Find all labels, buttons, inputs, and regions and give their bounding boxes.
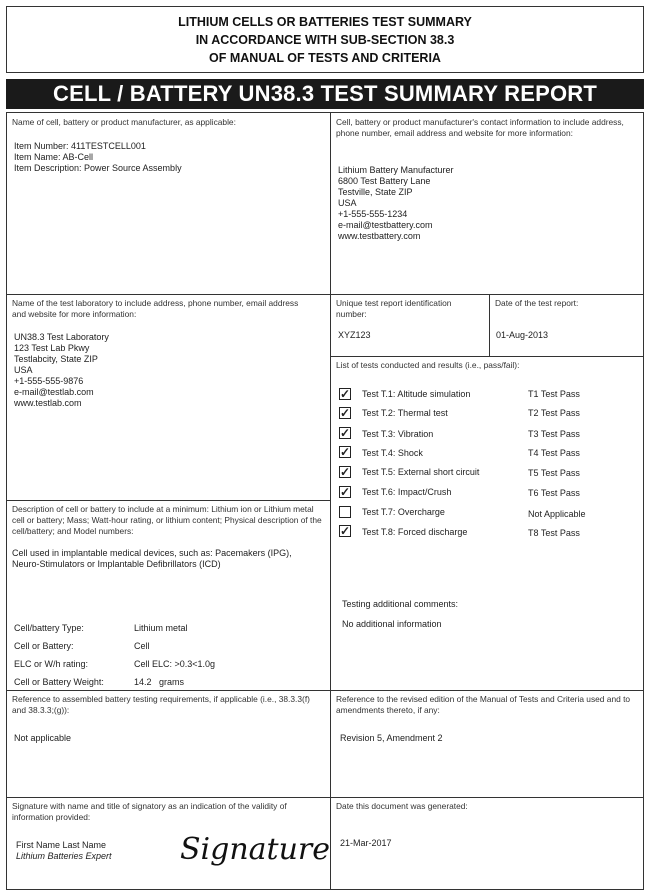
weight-label: Cell or Battery Weight: bbox=[14, 677, 104, 687]
cell-or-battery-label: Cell or Battery: bbox=[14, 641, 74, 651]
signature-label: Signature with name and title of signatory as an indication of the validity of information provided: bbox=[12, 801, 287, 822]
test-name: Test T.5: External short circuit bbox=[362, 467, 480, 477]
test-result: T5 Test Pass bbox=[528, 468, 580, 478]
test-checkbox[interactable]: ✓ bbox=[340, 524, 351, 538]
test-result: T4 Test Pass bbox=[528, 448, 580, 458]
tests-label: List of tests conducted and results (i.e., pass/fail): bbox=[336, 360, 520, 370]
cell-type-value: Lithium metal bbox=[134, 623, 188, 633]
test-lab-value: UN38.3 Test Laboratory 123 Test Lab Pkwy Testlabcity, State ZIP USA +1-555-555-9876 e-mail@testlab.com www.testlab.com bbox=[14, 332, 109, 408]
report-id-label: Unique test report identification number: bbox=[336, 298, 452, 319]
test-result: Not Applicable bbox=[528, 509, 586, 519]
report-date-value: 01-Aug-2013 bbox=[496, 330, 549, 340]
test-result: T8 Test Pass bbox=[528, 528, 580, 538]
row-divider-right-2 bbox=[330, 356, 644, 357]
test-checkbox[interactable]: ✓ bbox=[340, 485, 351, 499]
weight-value: 14.2 grams bbox=[134, 677, 185, 687]
assembled-ref-value: Not applicable bbox=[14, 733, 72, 743]
test-checkbox[interactable]: ✓ bbox=[340, 445, 351, 459]
test-checkbox[interactable]: ✓ bbox=[340, 406, 351, 420]
test-checkbox[interactable]: ✓ bbox=[340, 426, 351, 440]
report-title-banner: CELL / BATTERY UN38.3 TEST SUMMARY REPORT bbox=[6, 79, 644, 109]
test-name: Test T.4: Shock bbox=[362, 448, 423, 458]
handwritten-signature: Signature bbox=[180, 832, 331, 867]
description-value: Cell used in implantable medical devices, such as: Pacemakers (IPG), Neuro-Stimulators or Implantable Defibrillators (ICD) bbox=[12, 548, 292, 569]
generated-value: 21-Mar-2017 bbox=[340, 838, 392, 848]
elc-label: ELC or W/h rating: bbox=[14, 659, 89, 669]
comments-value: No additional information bbox=[342, 619, 442, 629]
manufacturer-value: Item Number: 411TESTCELL001 Item Name: AB-Cell Item Description: Power Source Assembly bbox=[14, 141, 182, 173]
row-divider-1 bbox=[6, 294, 644, 295]
description-label: Description of cell or battery to include at a minimum: Lithium ion or Lithium metal cell or battery; Mass; Watt-hour rating, or lithium content; Physical description of the cell/battery; and Model numbers: bbox=[12, 504, 322, 536]
report-date-label: Date of the test report: bbox=[495, 298, 579, 308]
test-checkbox[interactable]: ✓ bbox=[340, 465, 351, 479]
test-checkbox[interactable] bbox=[339, 506, 351, 518]
generated-label: Date this document was generated: bbox=[336, 801, 468, 811]
signatory-title: Lithium Batteries Expert bbox=[16, 851, 112, 861]
signatory-name: First Name Last Name bbox=[16, 840, 107, 850]
test-name: Test T.7: Overcharge bbox=[362, 507, 445, 517]
comments-label: Testing additional comments: bbox=[342, 599, 459, 609]
assembled-ref-label: Reference to assembled battery testing requirements, if applicable (i.e., 38.3.3(f) and 38.3.3;(g)): bbox=[12, 694, 310, 715]
contact-value: Lithium Battery Manufacturer 6800 Test Battery Lane Testville, State ZIP USA +1-555-555-1234 e-mail@testbattery.com www.testbattery.com bbox=[338, 165, 454, 241]
test-name: Test T.8: Forced discharge bbox=[362, 527, 468, 537]
form-grid bbox=[6, 112, 644, 890]
manufacturer-label: Name of cell, battery or product manufacturer, as applicable: bbox=[12, 117, 236, 127]
test-result: T3 Test Pass bbox=[528, 429, 580, 439]
row-divider-3 bbox=[6, 690, 644, 691]
manual-ref-value: Revision 5, Amendment 2 bbox=[340, 733, 443, 743]
cell-type-label: Cell/battery Type: bbox=[14, 623, 84, 633]
header-line-2: IN ACCORDANCE WITH SUB-SECTION 38.3 bbox=[195, 33, 455, 47]
test-name: Test T.6: Impact/Crush bbox=[362, 487, 452, 497]
contact-label: Cell, battery or product manufacturer's contact information to include address, phone number, email address and website for more information: bbox=[336, 117, 624, 138]
test-name: Test T.3: Vibration bbox=[362, 429, 434, 439]
report-id-value: XYZ123 bbox=[338, 330, 371, 340]
test-name: Test T.2: Thermal test bbox=[362, 408, 448, 418]
test-result: T2 Test Pass bbox=[528, 408, 580, 418]
test-result: T1 Test Pass bbox=[528, 389, 580, 399]
test-lab-label: Name of the test laboratory to include address, phone number, email address and website for more information: bbox=[12, 298, 299, 319]
test-name: Test T.1: Altitude simulation bbox=[362, 389, 471, 399]
test-result: T6 Test Pass bbox=[528, 488, 580, 498]
header-line-1: LITHIUM CELLS OR BATTERIES TEST SUMMARY bbox=[178, 15, 472, 29]
document-header bbox=[6, 6, 644, 73]
cell-or-battery-value: Cell bbox=[134, 641, 150, 651]
row-divider-left-2 bbox=[6, 500, 330, 501]
date-divider bbox=[489, 294, 490, 356]
test-checkbox[interactable]: ✓ bbox=[340, 387, 351, 401]
center-divider bbox=[330, 112, 331, 890]
row-divider-4 bbox=[6, 797, 644, 798]
manual-ref-label: Reference to the revised edition of the Manual of Tests and Criteria used and to amendments thereto, if any: bbox=[336, 694, 631, 715]
elc-value: Cell ELC: >0.3<1.0g bbox=[134, 659, 216, 669]
header-line-3: OF MANUAL OF TESTS AND CRITERIA bbox=[209, 51, 441, 65]
